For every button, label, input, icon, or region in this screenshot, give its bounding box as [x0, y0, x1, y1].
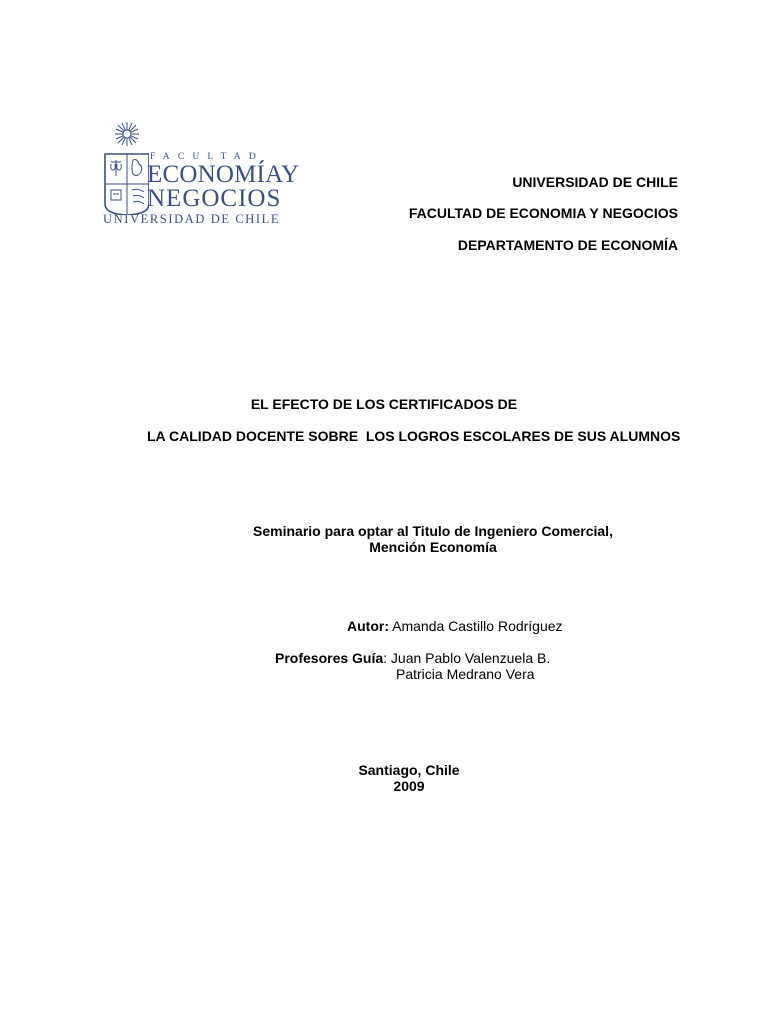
logo-economia-text: ECONOMÍAY — [147, 161, 300, 188]
faculty-logo — [100, 120, 300, 230]
author-name: Amanda Castillo Rodríguez — [392, 618, 563, 634]
logo-facultad-text: FACULTAD — [150, 152, 264, 162]
footer-place: Santiago, Chile — [358, 762, 460, 778]
seminar-line2: Mención Economía — [369, 539, 497, 555]
seminar-line1: Seminario para optar al Titulo de Ingeniero Comercial, — [253, 523, 613, 539]
shield-emblem-icon — [103, 120, 149, 215]
header-department: DEPARTAMENTO DE ECONOMÍA — [457, 237, 678, 253]
header-university: UNIVERSIDAD DE CHILE — [512, 174, 678, 190]
logo-university-text: UNIVERSIDAD DE CHILE — [103, 212, 281, 226]
footer-year: 2009 — [393, 778, 425, 794]
logo-negocios-text: NEGOCIOS — [147, 185, 282, 212]
advisor-name-2: Patricia Medrano Vera — [396, 666, 535, 682]
advisor-name-1: : Juan Pablo Valenzuela B. — [383, 650, 551, 666]
advisors-label: Profesores Guía — [275, 650, 384, 666]
author-row — [347, 618, 563, 634]
thesis-title-line2: LA CALIDAD DOCENTE SOBRE LOS LOGROS ESCOLARES DE SUS ALUMNOS — [147, 428, 681, 444]
thesis-title-line1: EL EFECTO DE LOS CERTIFICADOS DE — [250, 396, 518, 412]
author-label: Autor: — [347, 618, 389, 634]
advisors-row — [275, 650, 550, 666]
header-faculty: FACULTAD DE ECONOMIA Y NEGOCIOS — [408, 205, 678, 221]
